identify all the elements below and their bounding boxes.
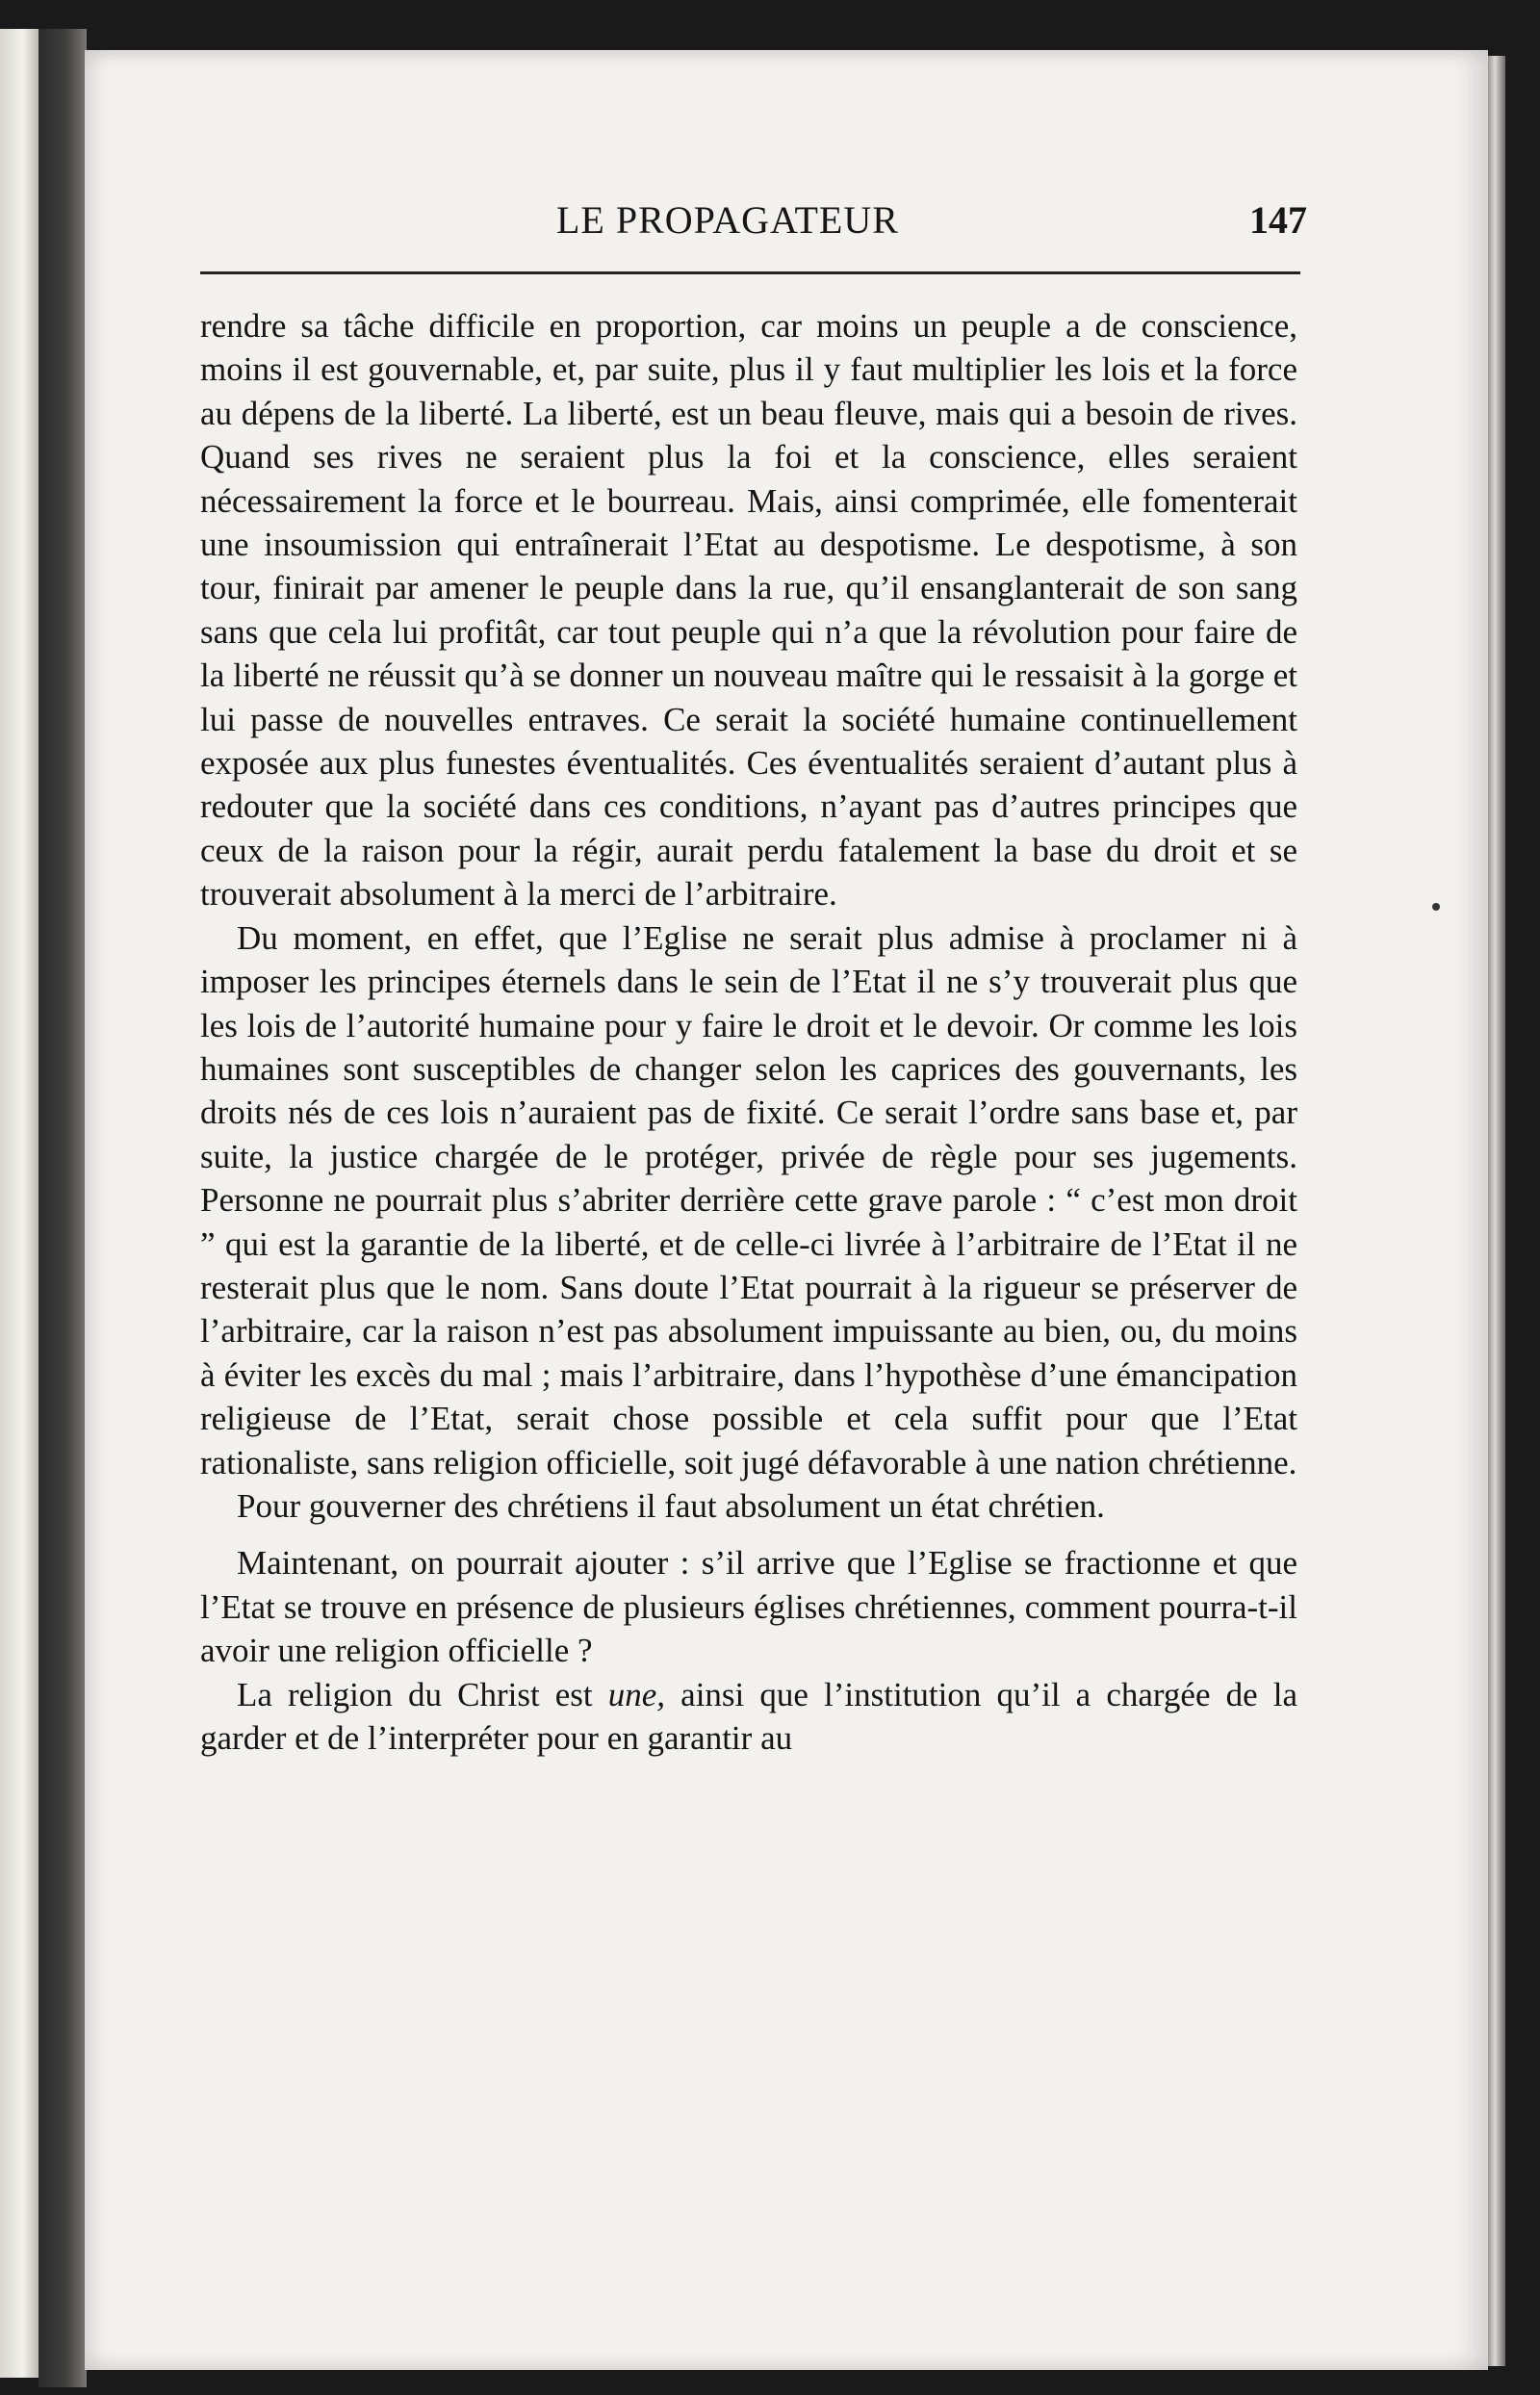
- page-number: 147: [1249, 198, 1307, 242]
- binding-gutter-shadow: [38, 29, 87, 2387]
- header-rule: [200, 271, 1300, 274]
- paragraph-text: ainsi que l’institution qu’il a chargée de la garder et de l’interpréter pour en garantir au: [200, 1675, 1297, 1757]
- paragraph: Pour gouverner des chrétiens il faut absolument un état chrétien.: [237, 1486, 1105, 1525]
- emphasized-word: une,: [607, 1675, 666, 1713]
- paragraph-text: La religion du Christ est: [237, 1675, 608, 1713]
- paragraph: Du moment, en effet, que l’Eglise ne serait plus admise à proclamer ni à imposer les principes éternels dans le sein de l’Etat il ne s’y trouverait plus que les lois de l’autorité humaine pour y faire le droit et le devoir. Or comme les lois humaines sont susceptibles de changer selon les caprices des gouvernants, les droits nés de ces lois n’auraient pas de fixité. Ce serait l’ordre sans base et, par suite, la justice chargée de le protéger, privée de règle pour ses jugements. Personne ne pourrait plus s’abriter derrière cette grave parole : “ c’est mon droit ” qui est la garantie de la liberté, et de celle-ci livrée à l’arbitraire de l’Etat il ne resterait plus que le nom. Sans doute l’Etat pourrait à la rigueur se préserver de l’arbitraire, car la raison n’est pas absolument impuissante au bien, ou, du moins à éviter les excès du mal ; mais l’arbitraire, dans l’hypothèse d’une émancipation religieuse de l’Etat, serait chose possible et cela suffit pour que l’Etat rationaliste, sans religion officielle, soit jugé défavorable à une nation chrétienne.: [200, 918, 1297, 1481]
- running-title: LE PROPAGATEUR: [556, 198, 899, 242]
- paragraph-last: [200, 1673, 1297, 1761]
- ink-speck: [1432, 903, 1440, 911]
- body-text: [200, 304, 1297, 1760]
- paragraph: Maintenant, on pourrait ajouter : s’il arrive que l’Eglise se fractionne et que l’Etat se trouve en présence de plusieurs églises chrétiennes, comment pourra-t-il avoir une religion officielle ?: [200, 1544, 1297, 1670]
- paragraph-continued: rendre sa tâche difficile en proportion, car moins un peuple a de conscience, moins il est gouvernable, et, par suite, plus il y faut multiplier les lois et la force au dépens de la liberté. La liberté, est un beau fleuve, mais qui a besoin de rives. Quand ses rives ne seraient plus la foi et la conscience, elles seraient nécessairement la force et le bourreau. Mais, ainsi comprimée, elle fomenterait une insoumission qui entraînerait l’Etat au despotisme. Le despotisme, à son tour, finirait par amener le peuple dans la rue, qu’il ensanglanterait de son sang sans que cela lui profitât, car tout peuple qui n’a que la révolution pour faire de la liberté ne réussit qu’à se donner un nouveau maître qui le ressaisit à la gorge et lui passe de nouvelles entraves. Ce serait la société humaine continuellement exposée aux plus funestes éventualités. Ces éventualités seraient d’autant plus à redouter que la société dans ces conditions, n’ayant pas d’autres principes que ceux de la raison pour la régir, aurait perdu fatalement la base du droit et se trouverait absolument à la merci de l’arbitraire.: [200, 307, 1297, 914]
- page-stack-edge: [1488, 56, 1505, 2366]
- previous-page-edge: [0, 29, 38, 2378]
- page-header: [200, 197, 1307, 255]
